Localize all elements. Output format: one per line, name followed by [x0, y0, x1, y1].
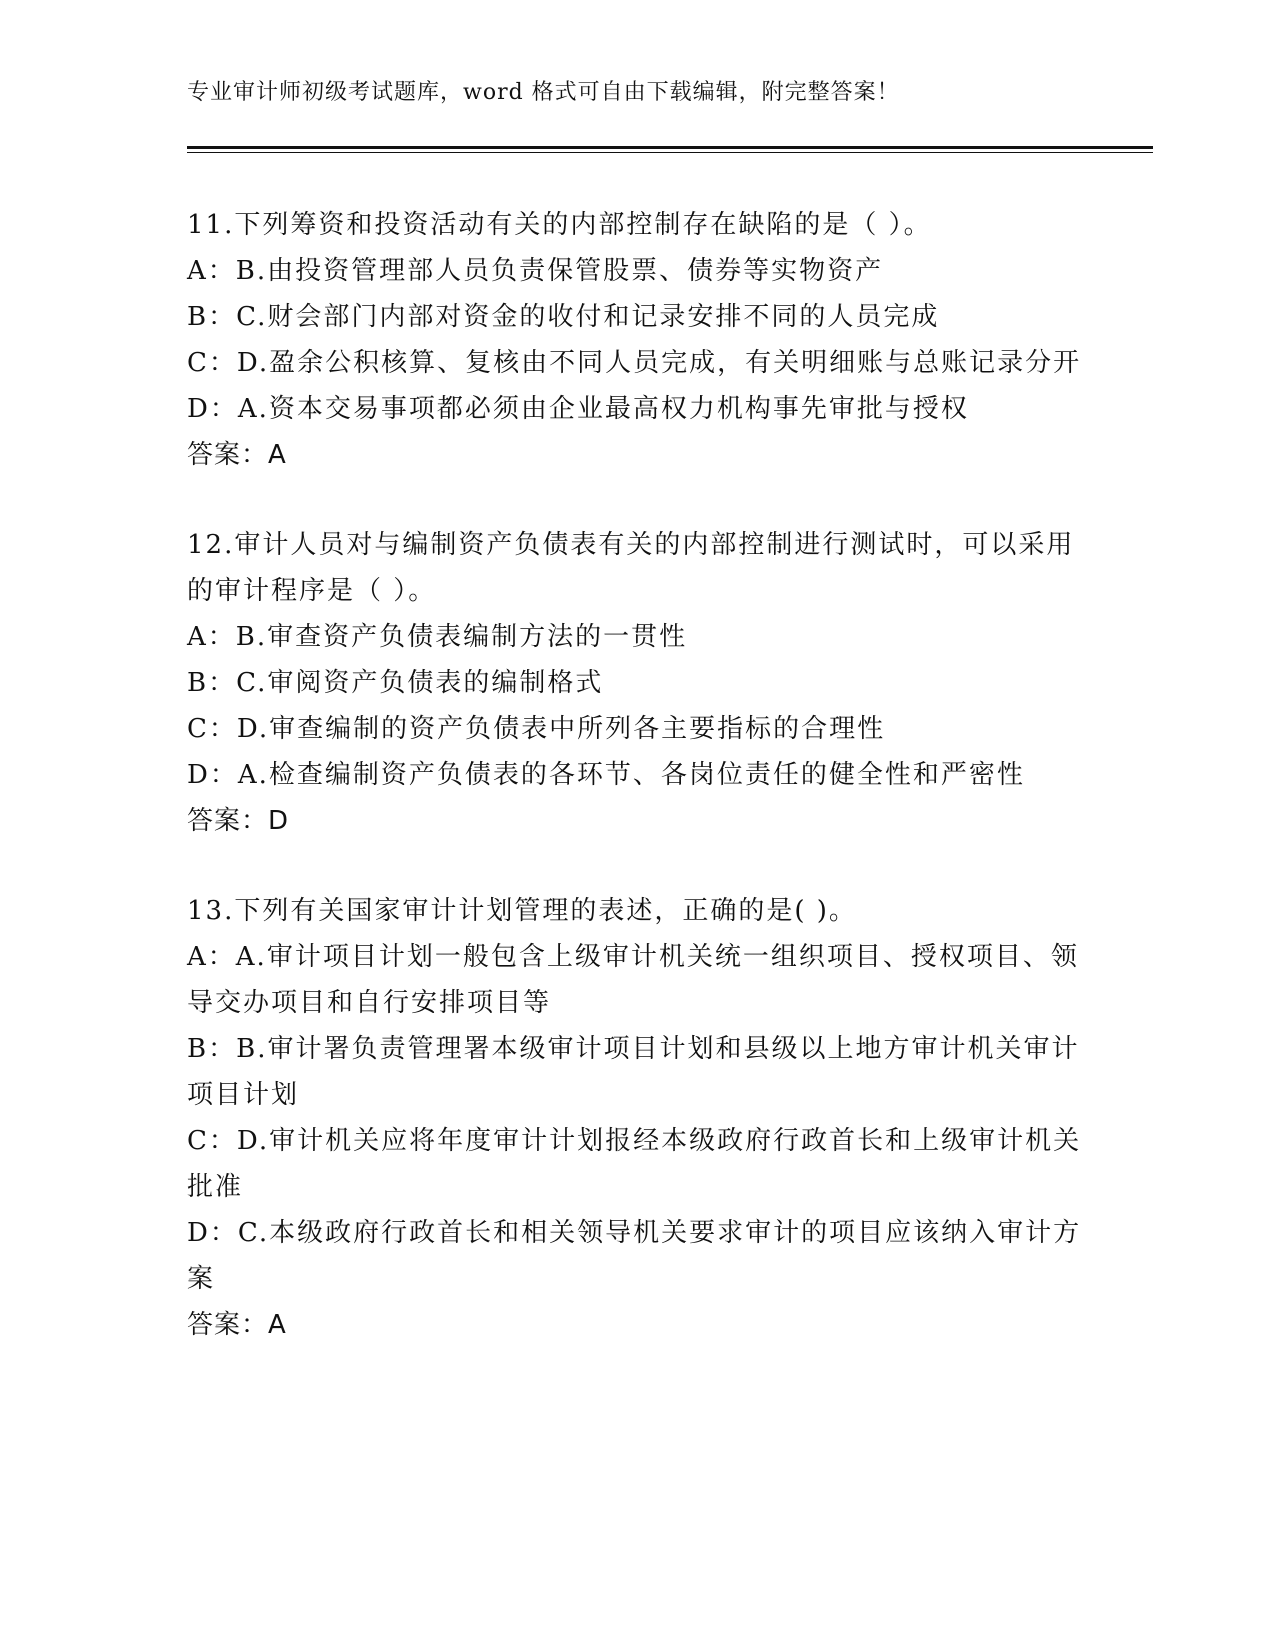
- question-12: [187, 522, 1087, 844]
- option-a: A：B.审查资产负债表编制方法的一贯性: [187, 622, 688, 652]
- option-a: A：B.由投资管理部人员负责保管股票、债券等实物资产: [187, 256, 884, 286]
- option-c: C：D.审查编制的资产负债表中所列各主要指标的合理性: [187, 714, 886, 744]
- option-d: D：A.检查编制资产负债表的各环节、各岗位责任的健全性和严密性: [187, 760, 1025, 790]
- option-b: B：B.审计署负责管理署本级审计项目计划和县级以上地方审计机关审计项目计划: [187, 1034, 1080, 1110]
- option-d: D：C.本级政府行政首长和相关领导机关要求审计的项目应该纳入审计方案: [187, 1218, 1082, 1294]
- question-13: [187, 888, 1087, 1348]
- question-list: [187, 202, 1087, 1392]
- answer-label: 答案：D: [187, 806, 290, 836]
- page-header: 专业审计师初级考试题库，word 格式可自由下载编辑，附完整答案！: [187, 80, 900, 105]
- question-stem: 12.审计人员对与编制资产负债表有关的内部控制进行测试时，可以采用的审计程序是（ ）。: [187, 530, 1075, 606]
- header-rule-thick: [187, 146, 1153, 149]
- option-d: D：A.资本交易事项都必须由企业最高权力机构事先审批与授权: [187, 394, 969, 424]
- option-b: B：C.财会部门内部对资金的收付和记录安排不同的人员完成: [187, 302, 940, 332]
- option-c: C：D.盈余公积核算、复核由不同人员完成，有关明细账与总账记录分开: [187, 348, 1082, 378]
- header-rule-thin: [187, 152, 1153, 153]
- question-stem: 11.下列筹资和投资活动有关的内部控制存在缺陷的是（ ）。: [187, 210, 932, 240]
- question-11: [187, 202, 1087, 478]
- option-c: C：D.审计机关应将年度审计计划报经本级政府行政首长和上级审计机关批准: [187, 1126, 1082, 1202]
- option-a: A：A.审计项目计划一般包含上级审计机关统一组织项目、授权项目、领导交办项目和自行安排项目等: [187, 942, 1079, 1018]
- option-b: B：C.审阅资产负债表的编制格式: [187, 668, 604, 698]
- answer-label: 答案：A: [187, 440, 287, 470]
- answer-label: 答案：A: [187, 1310, 287, 1340]
- question-stem: 13.下列有关国家审计计划管理的表述，正确的是( )。: [187, 896, 857, 926]
